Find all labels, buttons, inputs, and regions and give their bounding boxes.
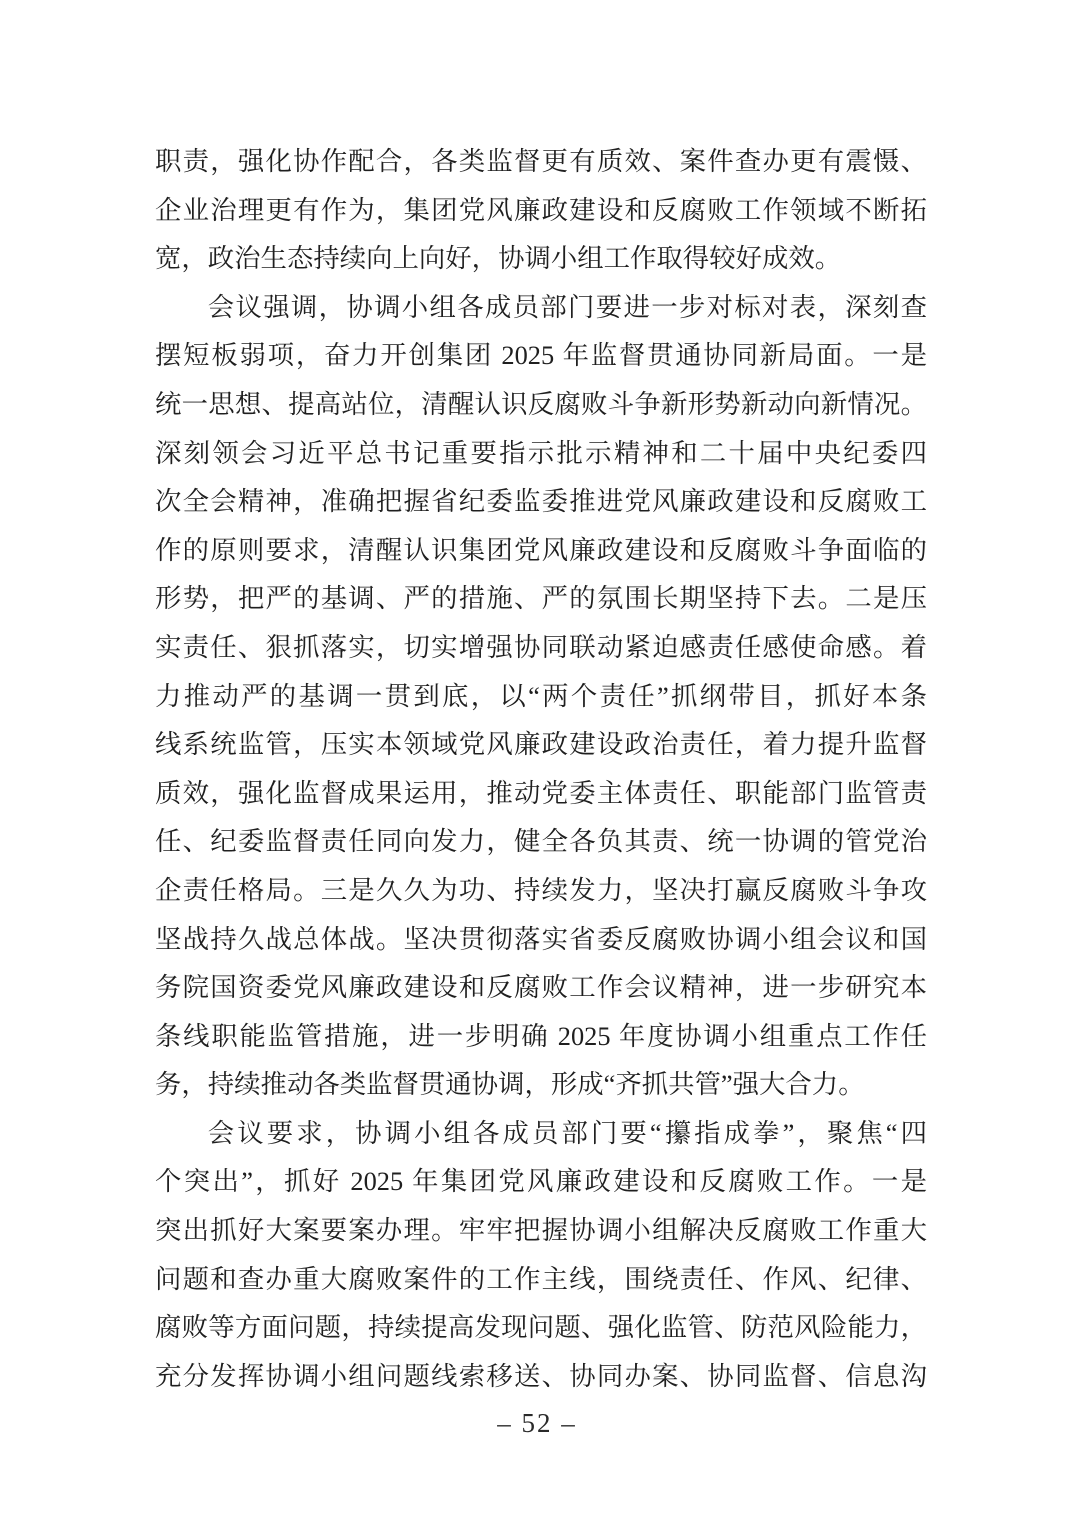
- document-line: 坚战持久战总体战。坚决贯彻落实省委反腐败协调小组会议和国: [155, 923, 927, 954]
- document-line: 问题和查办重大腐败案件的工作主线，围绕责任、作风、纪律、: [155, 1263, 927, 1294]
- document-line: 企业治理更有作为，集团党风廉政建设和反腐败工作领域不断拓: [155, 194, 927, 225]
- document-line: 会议要求，协调小组各成员部门要“攥指成拳”，聚焦“四: [207, 1117, 927, 1148]
- document-line: 务院国资委党风廉政建设和反腐败工作会议精神，进一步研究本: [155, 972, 927, 1003]
- document-line: 次全会精神，准确把握省纪委监委推进党风廉政建设和反腐败工: [155, 486, 927, 517]
- document-body: [155, 137, 927, 1400]
- document-line: 条线职能监管措施，进一步明确 2025 年度协调小组重点工作任: [155, 1020, 927, 1051]
- document-line: 充分发挥协调小组问题线索移送、协同办案、协同监督、信息沟: [155, 1360, 927, 1391]
- document-line: 企责任格局。三是久久为功、持续发力，坚决打赢反腐败斗争攻: [155, 874, 927, 905]
- document-line: 质效，强化监督成果运用，推动党委主体责任、职能部门监管责: [155, 777, 927, 808]
- document-line: 会议强调，协调小组各成员部门要进一步对标对表，深刻查: [207, 291, 927, 322]
- document-line: 力推动严的基调一贯到底，以“两个责任”抓纲带目，抓好本条: [155, 680, 927, 711]
- document-line: 作的原则要求，清醒认识集团党风廉政建设和反腐败斗争面临的: [155, 534, 927, 565]
- document-line: 个突出”，抓好 2025 年集团党风廉政建设和反腐败工作。一是: [155, 1166, 927, 1197]
- document-line: 务，持续推动各类监督贯通协调，形成“齐抓共管”强大合力。: [155, 1069, 865, 1100]
- page-number: – 52 –: [497, 1408, 577, 1438]
- document-line: 任、纪委监督责任同向发力，健全各负其责、统一协调的管党治: [155, 826, 927, 857]
- document-line: 实责任、狠抓落实，切实增强协同联动紧迫感责任感使命感。着: [155, 631, 927, 662]
- document-line: 腐败等方面问题，持续提高发现问题、强化监管、防范风险能力，: [155, 1312, 927, 1343]
- document-line: 统一思想、提高站位，清醒认识反腐败斗争新形势新动向新情况。: [155, 388, 927, 419]
- document-line: 宽，政治生态持续向上向好，协调小组工作取得较好成效。: [155, 243, 842, 274]
- document-line: 突出抓好大案要案办理。牢牢把握协调小组解决反腐败工作重大: [155, 1215, 927, 1246]
- document-line: 线系统监管，压实本领域党风廉政建设政治责任，着力提升监督: [155, 729, 927, 760]
- document-line: 摆短板弱项，奋力开创集团 2025 年监督贯通协同新局面。一是: [155, 340, 927, 371]
- document-line: 职责，强化协作配合，各类监督更有质效、案件查办更有震慑、: [155, 146, 927, 176]
- document-line: 形势，把严的基调、严的措施、严的氛围长期坚持下去。二是压: [155, 583, 927, 614]
- document-line: 深刻领会习近平总书记重要指示批示精神和二十届中央纪委四: [155, 437, 927, 468]
